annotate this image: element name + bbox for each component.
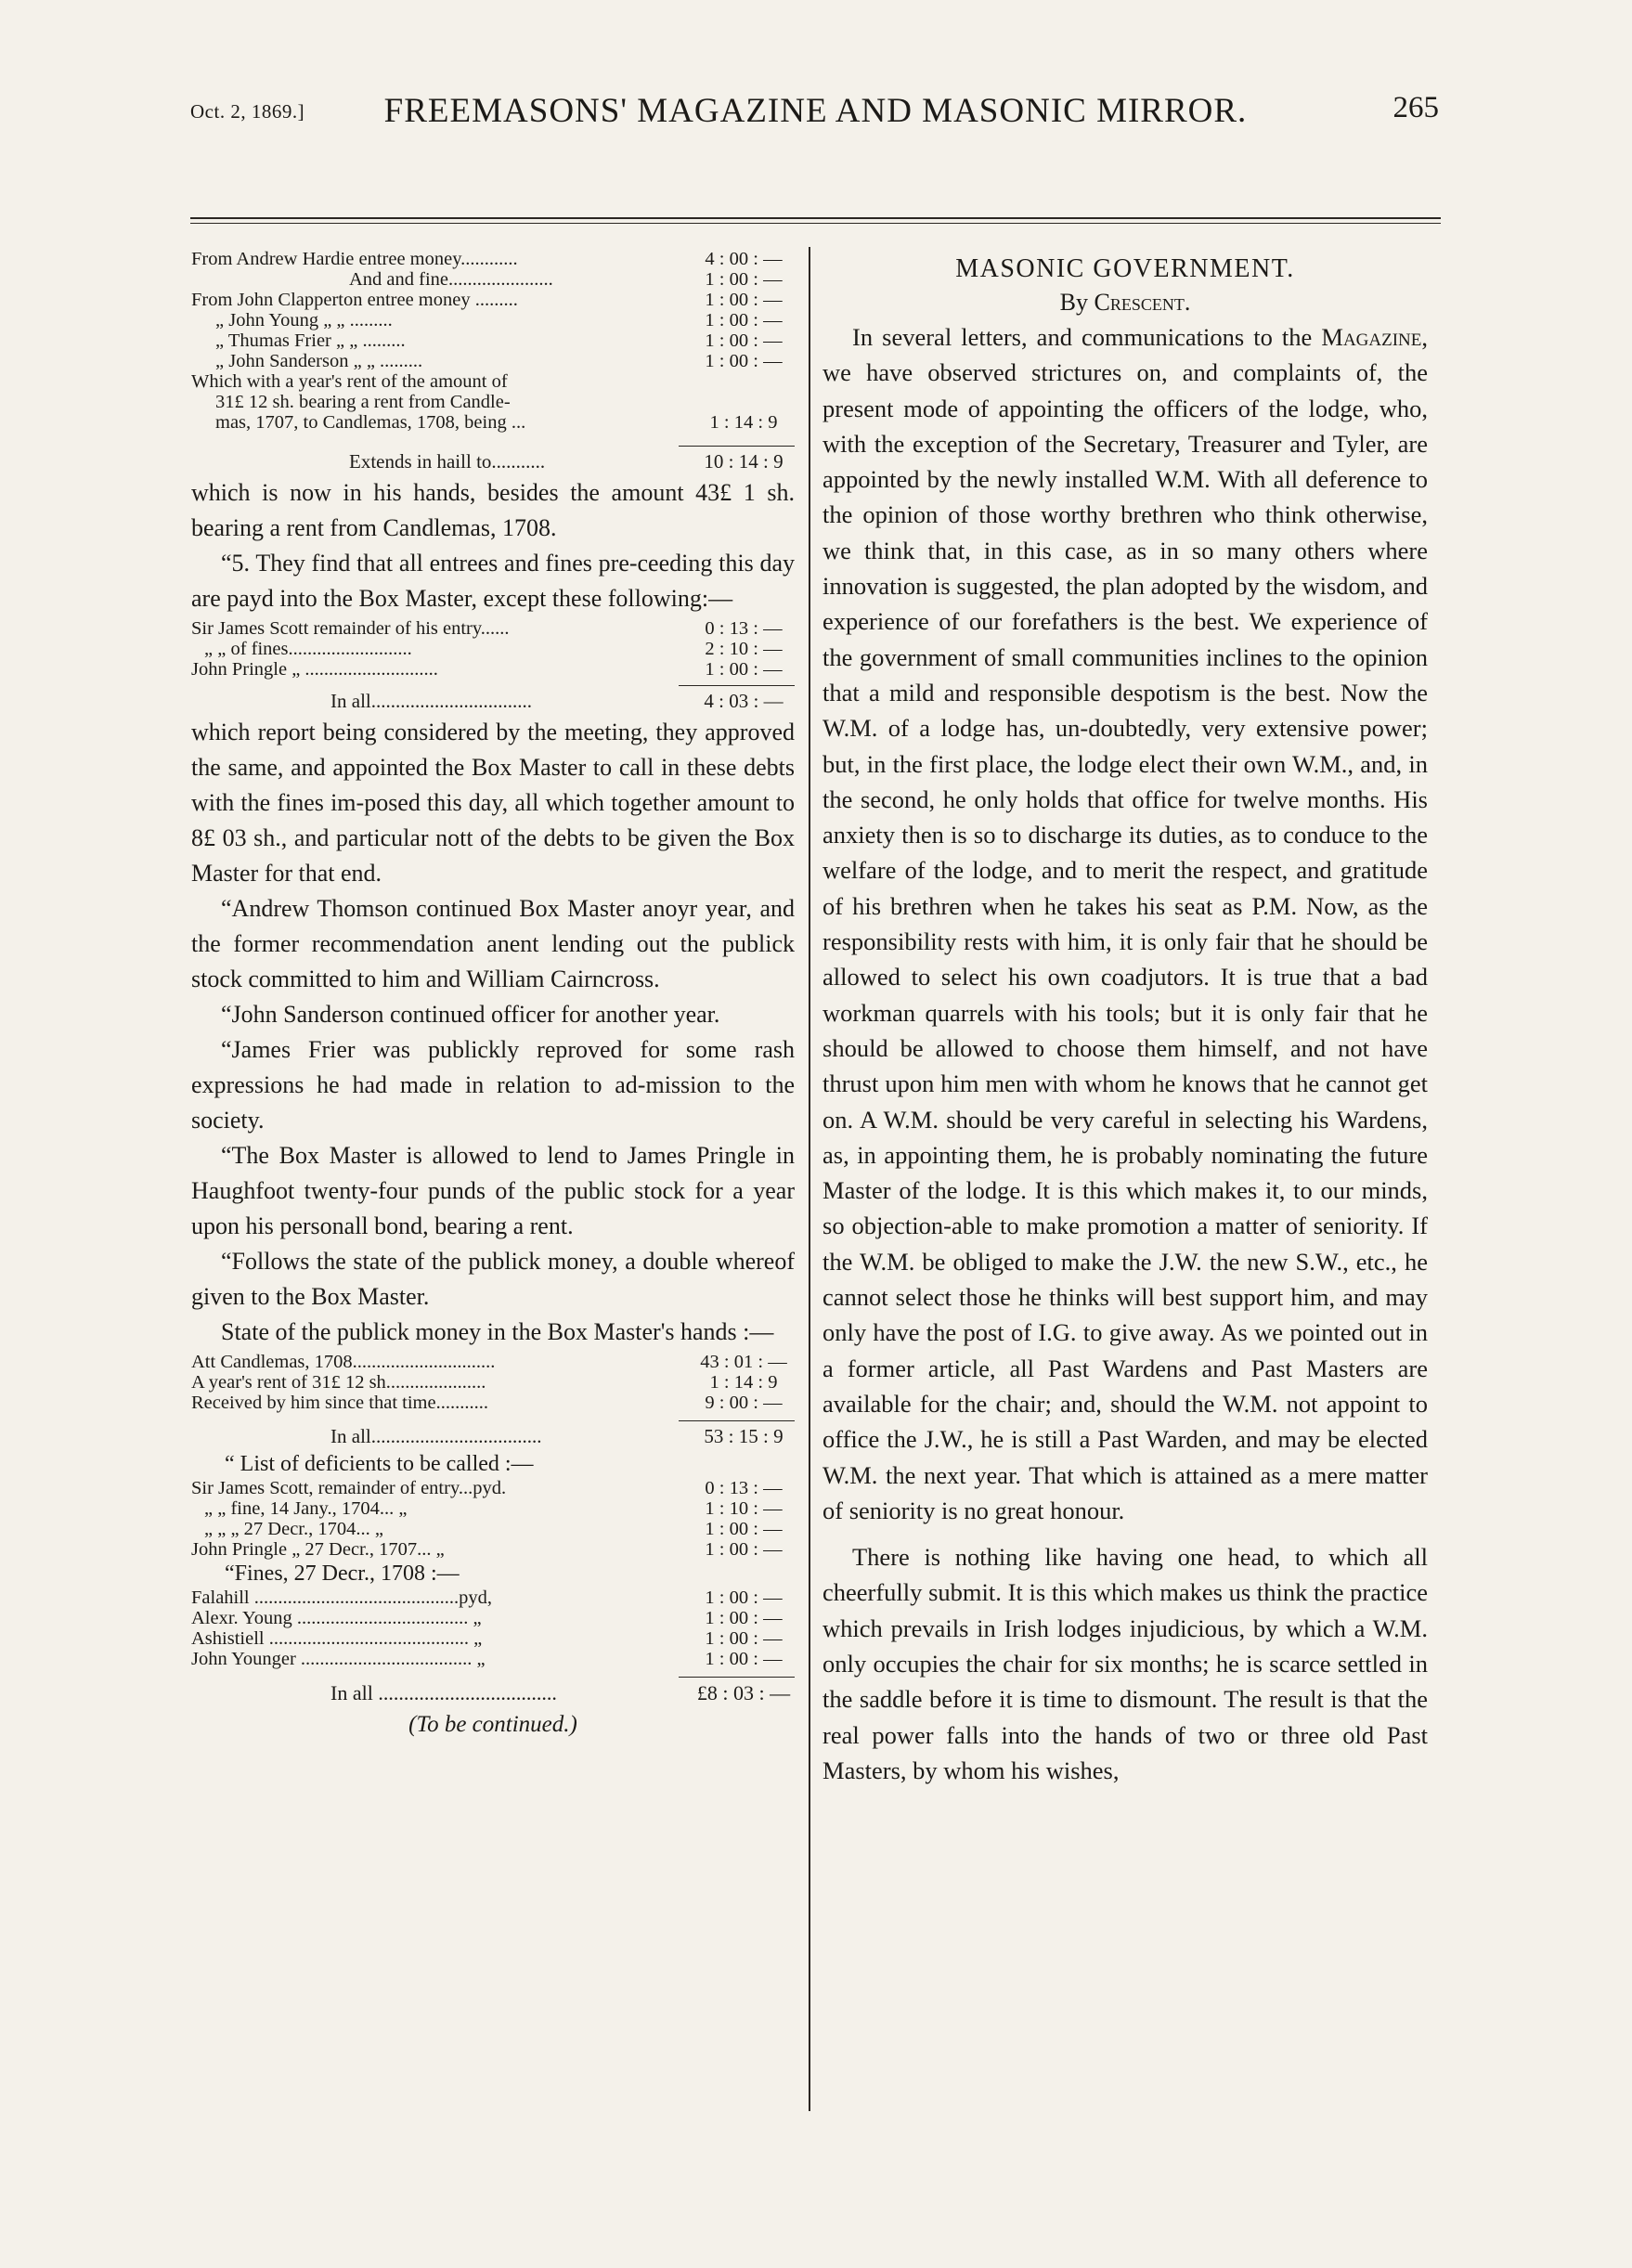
article-byline: By Crescent. — [1059, 289, 1191, 316]
account-row: „ „ fine, 14 Jany., 1704... „ 1 : 10 : — — [204, 1498, 783, 1519]
account-row: Ashistiell .......................................... „ 1 : 00 : — — [191, 1628, 783, 1649]
paragraph: There is nothing like having one head, to which all cheerfully submit. It is this which makes us think the practice which prevails in Irish lodges injudicious, by which a W.M. only occupies the chair for six months; he is scarce settled in the saddle before it is time to dismount. The result is that the real power falls into the hands of two or three old Past Masters, by whom his wishes, — [822, 1543, 1428, 1784]
account-row: „ „ of fines.......................... 2 : 10 : — — [204, 639, 783, 659]
account-row: John Pringle „ ............................ 1 : 00 : — — [191, 659, 783, 680]
account-row: Falahill ...........................................pyd, 1 : 00 : — — [191, 1588, 783, 1608]
paragraph: “5. They find that all entrees and fines pre-ceeding this day are payd into the Box Master, except these following:— — [191, 550, 795, 612]
paragraph: State of the publick money in the Box Master's hands :— — [221, 1318, 774, 1345]
account-row: And and fine...................... 1 : 00 : — — [349, 269, 783, 290]
account-row: John Pringle „ 27 Decr., 1707... „ 1 : 00 : — — [191, 1539, 783, 1560]
account-row: „ John Young „ „ ......... 1 : 00 : — — [215, 310, 783, 330]
article-title: MASONIC GOVERNMENT. — [955, 254, 1295, 283]
right-column — [822, 249, 1428, 1788]
paragraph: “Andrew Thomson continued Box Master anoyr year, and the former recommendation anent lending out the publick stock committed to him and William Cairncross. — [191, 895, 795, 992]
header-rule — [190, 217, 1441, 219]
account-row: „ John Sanderson „ „ ......... 1 : 00 : — — [215, 351, 783, 371]
total-row: In all................................... 53 : 15 : 9 — [330, 1425, 784, 1447]
page-number: 265 — [1392, 91, 1439, 124]
author-name: Crescent. — [1094, 289, 1191, 316]
account-row: Alexr. Young .................................... „ 1 : 00 : — — [191, 1608, 783, 1628]
account-row: Att Candlemas, 1708.............................. 43 : 01 : — — [191, 1352, 787, 1372]
total-row: Extends in haill to........... 10 : 14 : 9 — [349, 450, 784, 473]
paragraph: “James Frier was publickly reproved for some rash expressions he had made in relation to ad-mission to the society. — [191, 1036, 795, 1134]
account-row: Sir James Scott remainder of his entry...... 0 : 13 : — — [191, 618, 783, 639]
paragraph: “The Box Master is allowed to lend to James Pringle in Haughfoot twenty-four punds of the public stock for a year upon his personall bond, bearing a rent. — [191, 1142, 795, 1239]
paragraph: In several letters, and communications to the Magazine, we have observed strictures on, and complaints of, the present mode of appointing the officers of the lodge, who, with the exception of the Secretary, Treasurer and Tyler, are appointed by the newly installed W.M. With all deference to the opinion of those worthy brethren who think otherwise, we think that, in this case, as in so many others where innovation is suggested, the plan adopted by the wisdom, and experience of our forefathers is the best. We experience of the government of small communities inclines to the opinion that a mild and responsible despotism is the best. Now the W.M. of a lodge has, un-doubtedly, very extensive power; but, in the first place, the lodge elect their own W.M., and, in the second, he only holds that office for twelve months. His anxiety then is so to discharge its duties, as to conduce to the welfare of the lodge, and to merit the respect, and gratitude of his brethren when he takes his seat as P.M. Now, as the responsibility rests with him, it is only fair that he should be allowed to select his own coadjutors. It is true that a bad workman quarrels with his tools; but it is only fair that he should be allowed to choose them himself, and not have thrust upon him men with whom he knows that he cannot get on. A W.M. should be very careful in selecting his Wardens, as, in appointing them, he is probably nominating the future Master of the lodge. It is this which makes it, to our minds, so objection-able to make promotion a matter of seniority. If the W.M. be obliged to make the J.W. the new S.W., etc., he cannot select those he thinks will best support him, and may only have the post of I.G. to give away. As we pointed out in a former article, all Past Wardens and Past Masters are available for the chair; and, should the W.M. not appoint to office the J.W., he is still a Past Warden, and may be elected W.M. the next year. That which is attained as a mere matter of seniority is no great honour. — [822, 323, 1428, 1524]
account-row: From John Clapperton entree money ......... 1 : 00 : — — [191, 290, 783, 310]
paragraph: which is now in his hands, besides the amount 43£ 1 sh. bearing a rent from Candlemas, 1708. — [191, 479, 795, 541]
subheading: “Fines, 27 Decr., 1708 :— — [225, 1562, 460, 1586]
paragraph: which report being considered by the meeting, they approved the same, and appointed the Box Master to call in these debts with the fines im-posed this day, all which together amount to 8£ 03 sh., and particular nott of the debts to be given the Box Master for that end. — [191, 719, 795, 887]
account-row: Sir James Scott, remainder of entry...pyd. 0 : 13 : — — [191, 1478, 783, 1498]
magazine-title: FREEMASONS' MAGAZINE AND MASONIC MIRROR. — [383, 92, 1248, 130]
subheading: “ List of deficients to be called :— — [225, 1452, 534, 1476]
total-row: In all................................. 4 : 03 : — — [330, 690, 784, 712]
account-row: John Younger .................................... „ 1 : 00 : — — [191, 1649, 783, 1669]
account-row: „ „ „ 27 Decr., 1704... „ 1 : 00 : — — [204, 1519, 783, 1539]
account-row: Which with a year's rent of the amount of 31£ 12 sh. bearing a rent from Candle- mas, 1707, to Candlemas, 1708, being ... 1 : 14 : 9 — [191, 371, 778, 433]
total-row: In all ................................... £8 : 03 : — — [330, 1681, 791, 1704]
account-row: „ Thumas Frier „ „ ......... 1 : 00 : — — [215, 330, 783, 351]
header-rule-thin — [190, 223, 1441, 224]
account-row: Received by him since that time........... 9 : 00 : — — [191, 1393, 783, 1413]
issue-date: Oct. 2, 1869.] — [190, 100, 305, 123]
continued-note: (To be continued.) — [408, 1712, 577, 1737]
column-divider — [809, 247, 810, 2111]
paragraph: “John Sanderson continued officer for another year. — [221, 1001, 720, 1028]
account-row: From Andrew Hardie entree money............ 4 : 00 : — — [191, 249, 783, 269]
paragraph: “Follows the state of the publick money, a double whereof given to the Box Master. — [191, 1248, 795, 1310]
left-column — [191, 249, 795, 1738]
account-row: A year's rent of 31£ 12 sh..................... 1 : 14 : 9 — [191, 1372, 778, 1393]
page-header — [190, 87, 1441, 143]
